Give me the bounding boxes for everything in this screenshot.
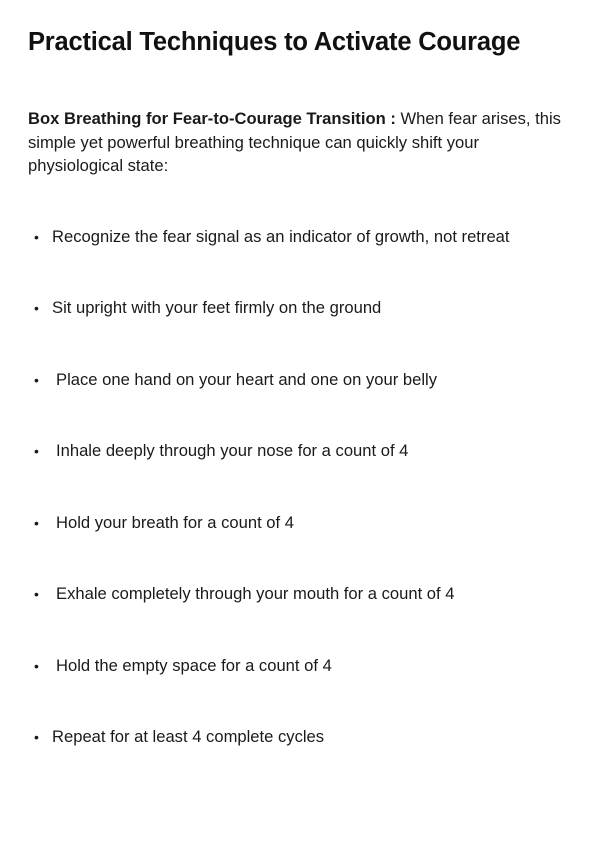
list-item	[34, 654, 332, 678]
intro-text: When fear arises, this simple yet powerful breathing technique can quickly shift your physiological state:	[28, 109, 561, 175]
list-item	[34, 439, 408, 463]
intro-paragraph	[28, 107, 573, 178]
list-item	[34, 225, 510, 249]
intro-lead: Box Breathing for Fear-to-Courage Transition :	[28, 109, 396, 128]
step-text: Recognize the fear signal as an indicator of growth, not retreat	[52, 227, 510, 246]
step-text: Exhale completely through your mouth for a count of 4	[56, 584, 455, 603]
bullet-icon: •	[34, 658, 39, 674]
bullet-icon: •	[34, 372, 39, 388]
list-item	[34, 368, 437, 392]
bullet-icon: •	[34, 443, 39, 459]
bullet-icon: •	[34, 586, 39, 602]
step-text: Inhale deeply through your nose for a count of 4	[56, 441, 409, 460]
list-item	[34, 582, 454, 606]
bullet-icon: •	[34, 515, 39, 531]
bullet-icon: •	[34, 229, 39, 245]
step-text: Hold the empty space for a count of 4	[56, 656, 332, 675]
step-text: Hold your breath for a count of 4	[56, 513, 294, 532]
step-text: Repeat for at least 4 complete cycles	[52, 727, 325, 746]
list-item	[34, 725, 324, 749]
bullet-icon: •	[34, 300, 39, 316]
page-title: Practical Techniques to Activate Courage	[28, 28, 521, 56]
bullet-icon: •	[34, 729, 39, 745]
list-item	[34, 511, 294, 535]
list-item	[34, 296, 381, 320]
step-text: Sit upright with your feet firmly on the ground	[52, 298, 382, 317]
step-text: Place one hand on your heart and one on your belly	[56, 370, 438, 389]
